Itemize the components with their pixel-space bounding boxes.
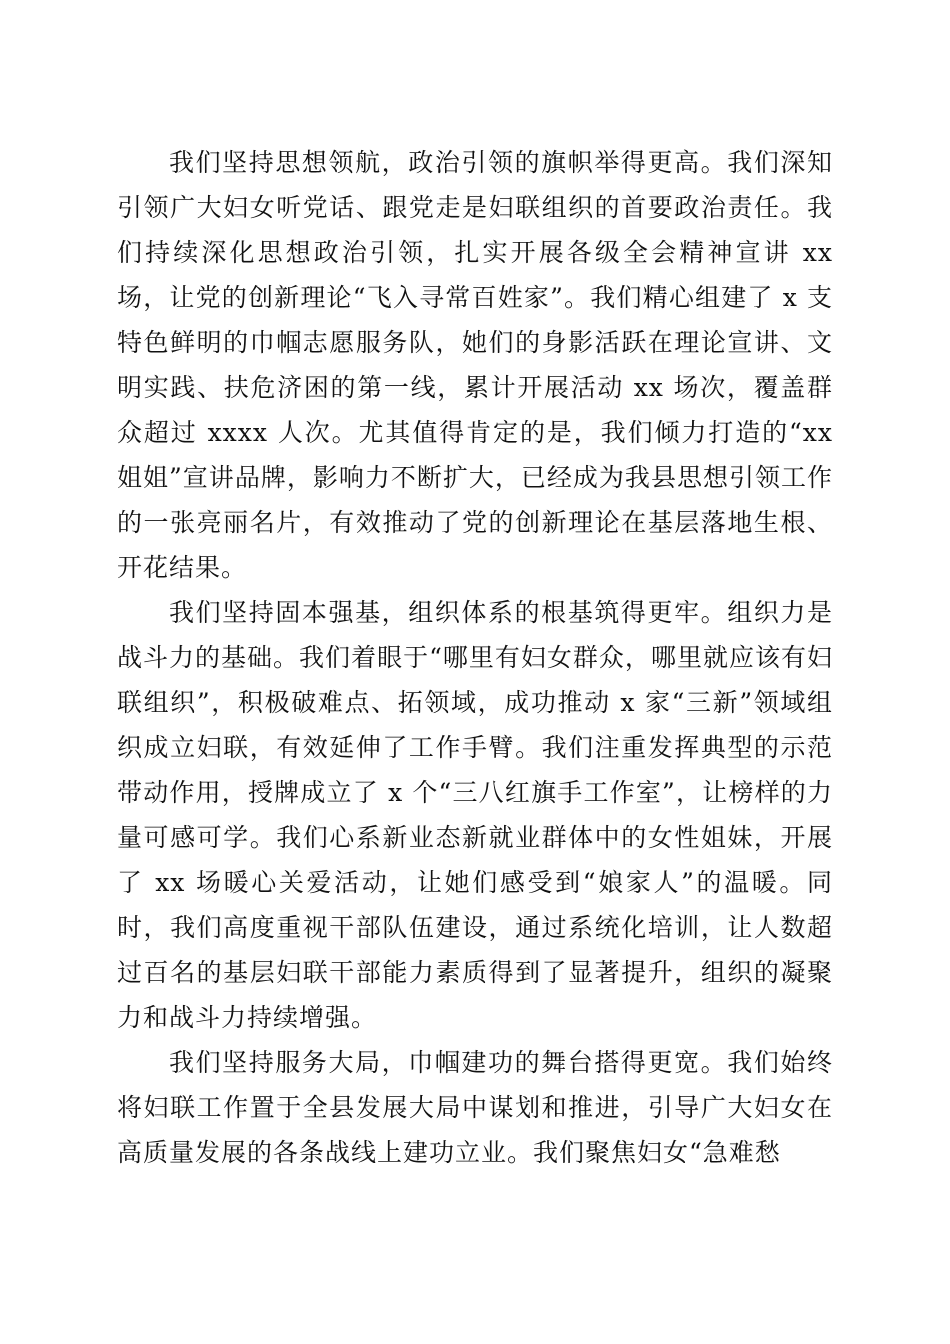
paragraph-serving-overall-situation: 我们坚持服务大局，巾帼建功的舞台搭得更宽。我们始终将妇联工作置于全县发展大局中谋划和推进，引导广大妇女在高质量发展的各条战线上建功立业。我们聚焦妇女“急难愁 <box>117 1048 833 1167</box>
paragraph-thought-leadership: 我们坚持思想领航，政治引领的旗帜举得更高。我们深知引领广大妇女听党话、跟党走是妇联组织的首要政治责任。我们持续深化思想政治引领，扎实开展各级全会精神宣讲 xx 场，让党的创新理论“飞入寻常百姓家”。我们精心组建了 x 支特色鲜明的巾帼志愿服务队，她们的身影活跃在理论宣讲、文明实践、扶危济困的第一线，累计开展活动 xx 场次，覆盖群众超过 xxxx 人次。尤其值得肯定的是，我们倾力打造的“xx 姐姐”宣讲品牌，影响力不断扩大，已经成为我县思想引领工作的一张亮丽名片，有效推动了党的创新理论在基层落地生根、开花结果。 <box>117 148 833 582</box>
paragraph-organization-building: 我们坚持固本强基，组织体系的根基筑得更牢。组织力是战斗力的基础。我们着眼于“哪里有妇女群众，哪里就应该有妇联组织”，积极破难点、拓领域，成功推动 x 家“三新”领域组织成立妇联，有效延伸了工作手臂。我们注重发挥典型的示范带动作用，授牌成立了 x 个“三八红旗手工作室”，让榜样的力量可感可学。我们心系新业态新就业群体中的女性姐妹，开展了 xx 场暖心关爱活动，让她们感受到“娘家人”的温暖。同时，我们高度重视干部队伍建设，通过系统化培训，让人数超过百名的基层妇联干部能力素质得到了显著提升，组织的凝聚力和战斗力持续增强。 <box>117 598 833 1032</box>
document-body <box>117 140 833 1175</box>
